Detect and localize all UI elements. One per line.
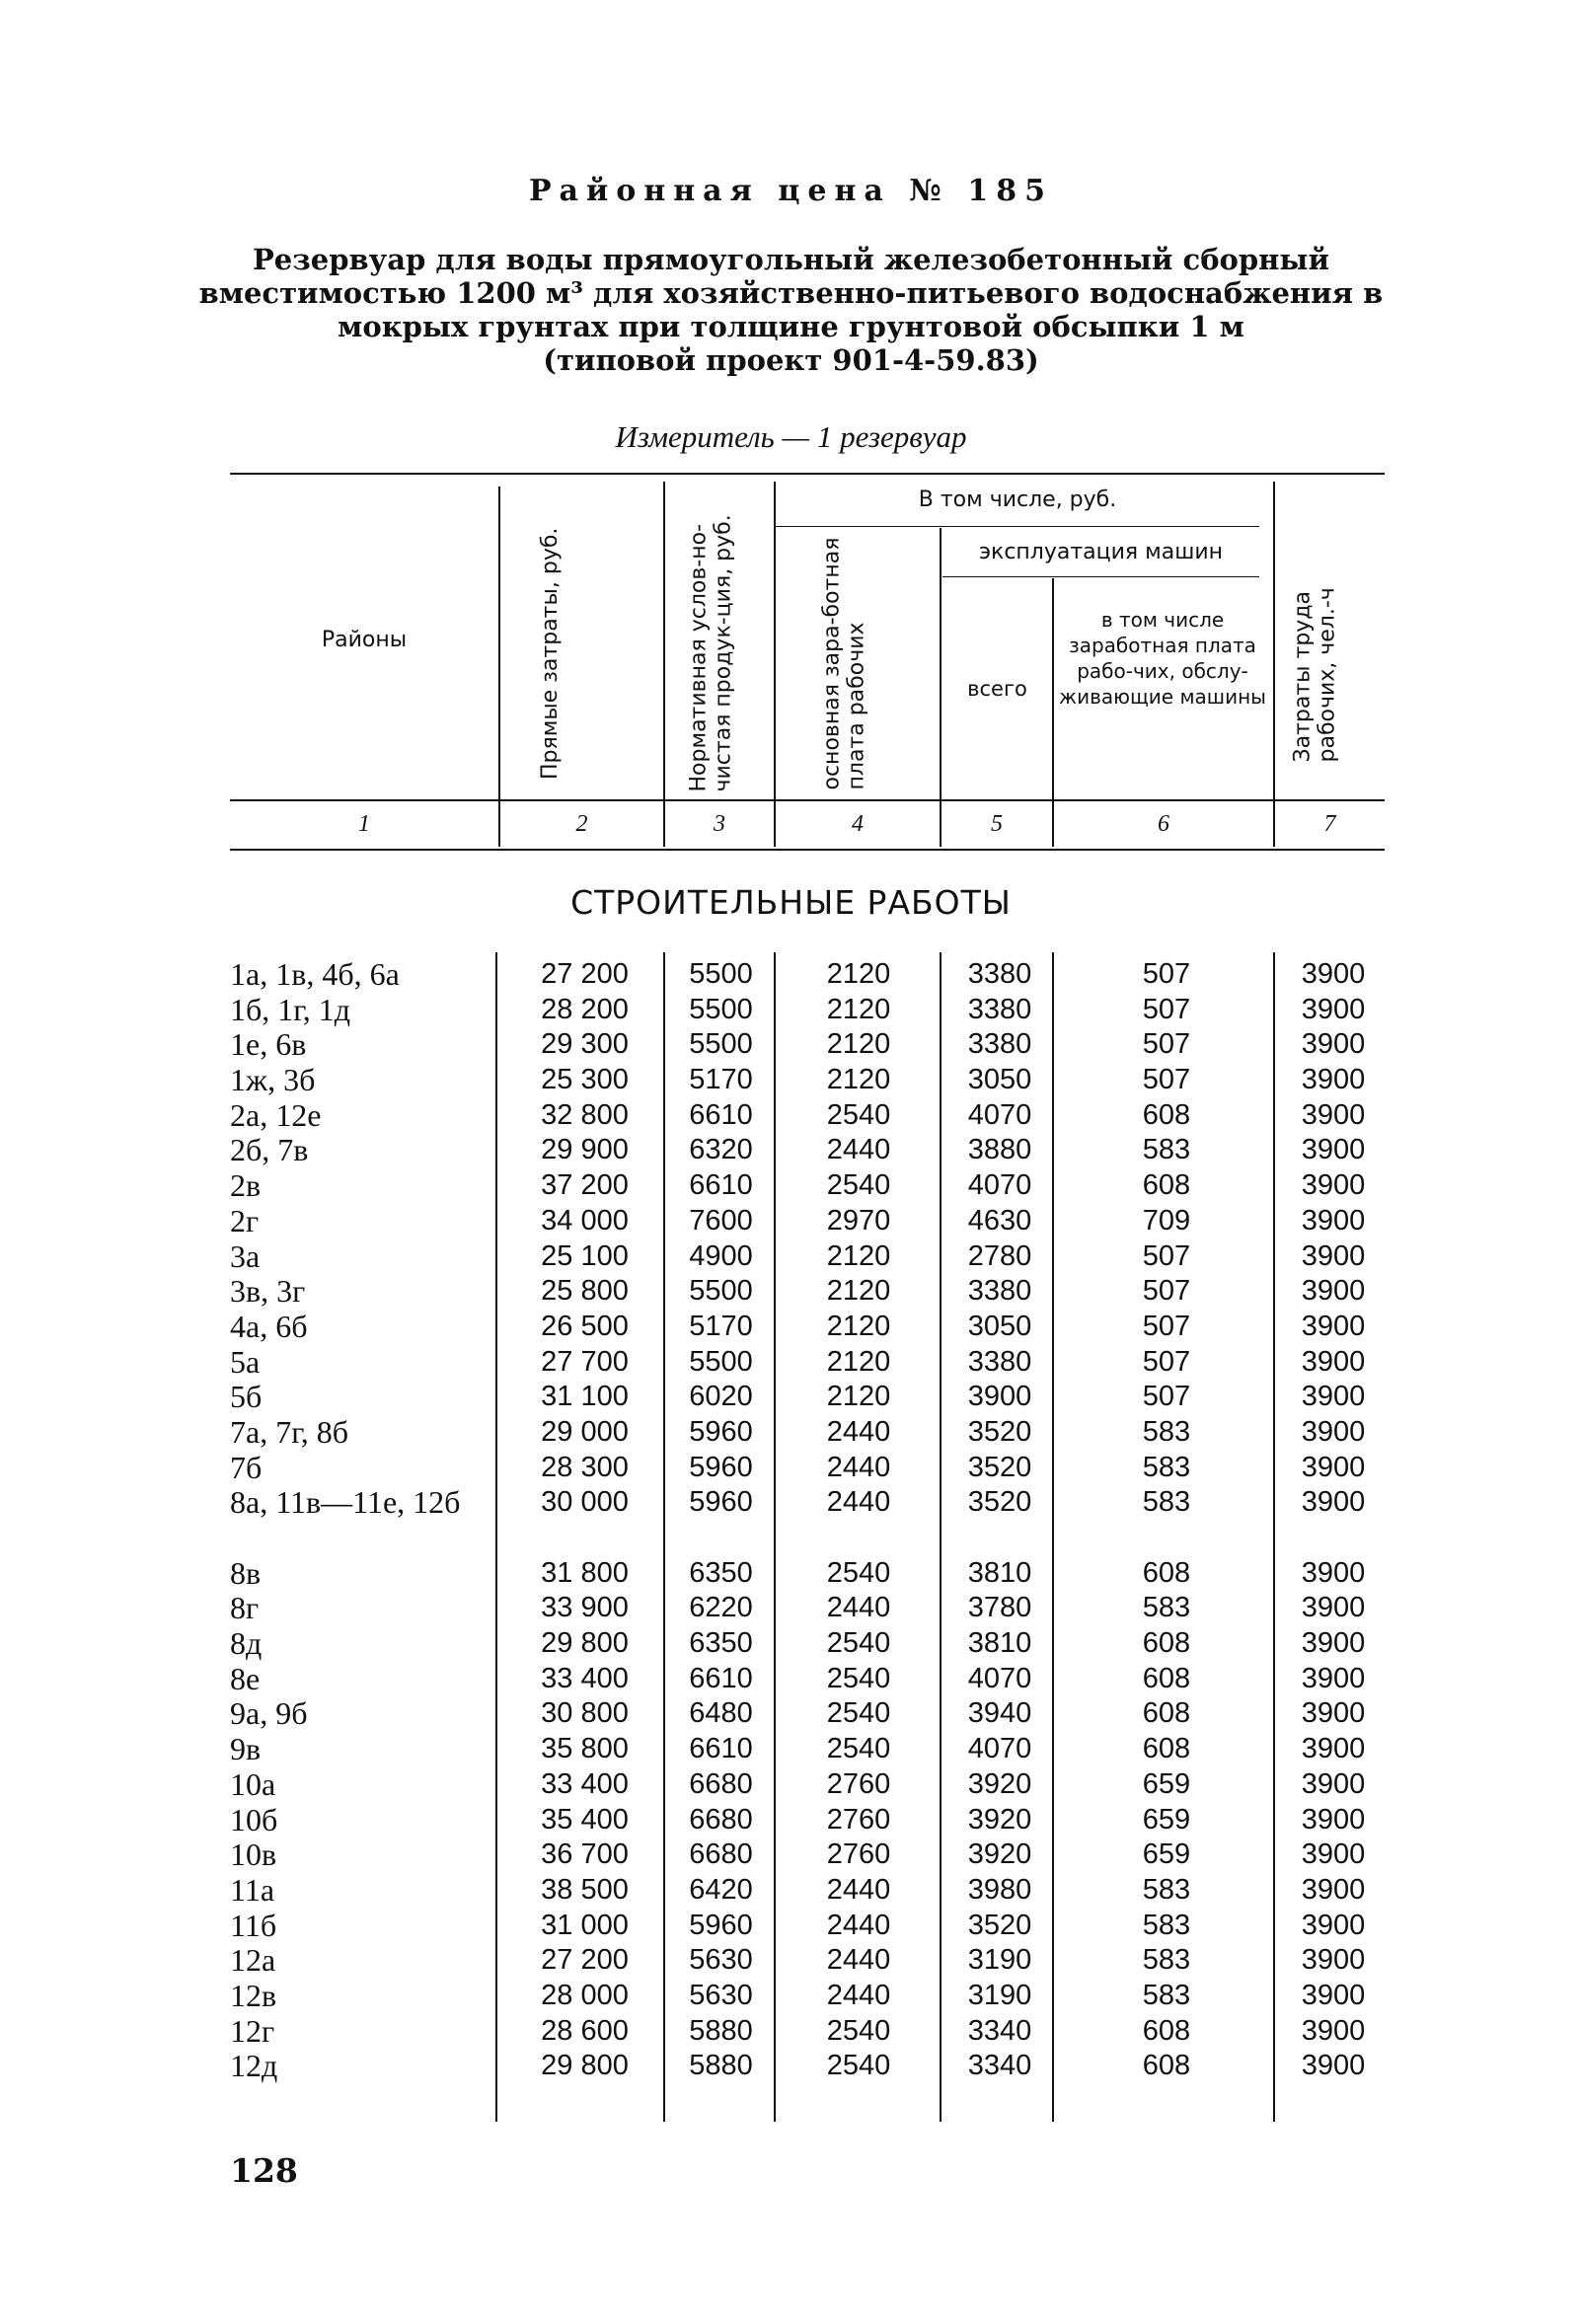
table-body [0, 957, 1582, 2084]
normative-cell: 5880 [689, 2050, 753, 2082]
labor-cell: 3900 [1301, 993, 1366, 1025]
machine-total-cell: 3810 [967, 1627, 1032, 1660]
base-wage-cell: 2970 [826, 1204, 891, 1237]
column-number: 6 [1158, 811, 1169, 837]
table-row [0, 1662, 1582, 1697]
district-cell: 1а, 1в, 4б, 6а [230, 956, 400, 992]
district-cell: 10б [230, 1801, 278, 1837]
normative-cell: 5880 [689, 2014, 753, 2047]
machine-wage-cell: 583 [1142, 1909, 1191, 1941]
labor-cell: 3900 [1301, 1556, 1366, 1589]
header-labor: Затраты труда рабочих, чел.-ч [1290, 587, 1340, 763]
machine-total-cell: 4070 [967, 1098, 1032, 1131]
direct-costs-cell: 30 000 [541, 1486, 629, 1519]
district-cell: 12а [230, 1942, 276, 1979]
normative-cell: 6350 [689, 1627, 753, 1660]
machine-wage-cell: 608 [1142, 1556, 1191, 1589]
base-wage-cell: 2540 [826, 1556, 891, 1589]
table-row [0, 1098, 1582, 1134]
direct-costs-cell: 29 800 [541, 2050, 629, 2082]
labor-cell: 3900 [1301, 1381, 1366, 1413]
direct-costs-cell: 25 300 [541, 1064, 629, 1096]
header-machine-wage: в том числе заработная плата рабо-чих, обслу-живающие машины [1059, 608, 1266, 709]
district-cell: 4а, 6б [230, 1308, 308, 1344]
district-cell: 8д [230, 1625, 263, 1662]
direct-costs-cell: 28 000 [541, 1979, 629, 2011]
base-wage-cell: 2120 [826, 1275, 891, 1308]
labor-cell: 3900 [1301, 958, 1366, 990]
machine-total-cell: 3940 [967, 1697, 1032, 1730]
direct-costs-cell: 29 300 [541, 1028, 629, 1061]
table-row [0, 1204, 1582, 1239]
machine-total-cell: 3050 [967, 1064, 1032, 1096]
labor-cell: 3900 [1301, 2050, 1366, 2082]
subtitle-line-1: Резервуар для воды прямоугольный железобетонный сборный [253, 243, 1329, 276]
district-cell: 12д [230, 2048, 278, 2084]
labor-cell: 3900 [1301, 1909, 1366, 1941]
machine-total-cell: 3780 [967, 1592, 1032, 1624]
machine-total-cell: 3050 [967, 1310, 1032, 1342]
table-row [0, 993, 1582, 1028]
base-wage-cell: 2120 [826, 1028, 891, 1061]
district-cell: 9а, 9б [230, 1695, 308, 1732]
direct-costs-cell: 31 100 [541, 1381, 629, 1413]
machine-wage-cell: 709 [1142, 1204, 1191, 1237]
header-normative: Нормативная услов-но-чистая продук-ция, руб. [686, 514, 736, 792]
district-cell: 2б, 7в [230, 1132, 309, 1168]
col-divider [498, 487, 500, 847]
machine-wage-cell: 608 [1142, 1169, 1191, 1202]
header-machine-operation: эксплуатация машин [978, 540, 1224, 564]
district-cell: 3а [230, 1237, 261, 1274]
district-cell: 11а [230, 1871, 275, 1908]
direct-costs-cell: 28 200 [541, 993, 629, 1025]
labor-cell: 3900 [1301, 1873, 1366, 1906]
machine-wage-cell: 608 [1142, 2050, 1191, 2082]
machine-wage-cell: 583 [1142, 1415, 1191, 1448]
district-cell: 7а, 7г, 8б [230, 1413, 348, 1450]
table-row [0, 1979, 1582, 2014]
direct-costs-cell: 35 800 [541, 1733, 629, 1765]
normative-cell: 6020 [689, 1381, 753, 1413]
col-divider [663, 482, 665, 847]
machine-total-cell: 3380 [967, 1275, 1032, 1308]
normative-cell: 6480 [689, 1697, 753, 1730]
machine-wage-cell: 507 [1142, 1310, 1191, 1342]
labor-cell: 3900 [1301, 1204, 1366, 1237]
labor-cell: 3900 [1301, 1415, 1366, 1448]
table-row [0, 2049, 1582, 2084]
normative-cell: 7600 [689, 1204, 753, 1237]
column-number: 7 [1323, 811, 1336, 837]
machine-wage-cell: 507 [1142, 958, 1191, 990]
labor-cell: 3900 [1301, 1134, 1366, 1166]
district-cell: 1б, 1г, 1д [230, 991, 351, 1027]
district-cell: 3в, 3г [230, 1273, 306, 1310]
district-cell: 1е, 6в [230, 1026, 307, 1063]
machine-total-cell: 4630 [967, 1204, 1032, 1237]
normative-cell: 6610 [689, 1169, 753, 1202]
normative-cell: 5500 [689, 993, 753, 1025]
labor-cell: 3900 [1301, 1767, 1366, 1800]
table-row [0, 1943, 1582, 1979]
machine-total-cell: 3380 [967, 1028, 1032, 1061]
labor-cell: 3900 [1301, 1169, 1366, 1202]
header-top-rule [230, 473, 1385, 475]
column-number: 3 [714, 811, 725, 837]
machine-total-cell: 4070 [967, 1169, 1032, 1202]
normative-cell: 6220 [689, 1592, 753, 1624]
normative-cell: 5630 [689, 1944, 753, 1977]
machine-total-cell: 3520 [967, 1415, 1032, 1448]
machine-total-cell: 3520 [967, 1486, 1032, 1519]
direct-costs-cell: 33 900 [541, 1592, 629, 1624]
base-wage-cell: 2760 [826, 1803, 891, 1836]
direct-costs-cell: 27 200 [541, 1944, 629, 1977]
machine-wage-cell: 583 [1142, 1451, 1191, 1483]
machine-wage-cell: 583 [1142, 1486, 1191, 1519]
machine-total-cell: 4070 [967, 1662, 1032, 1694]
machine-total-cell: 3380 [967, 958, 1032, 990]
machine-wage-cell: 608 [1142, 1627, 1191, 1660]
district-cell: 5а [230, 1343, 261, 1380]
subtitle [0, 243, 1582, 377]
table-row [0, 1415, 1582, 1451]
base-wage-cell: 2540 [826, 1169, 891, 1202]
machine-wage-cell: 507 [1142, 993, 1191, 1025]
base-wage-cell: 2540 [826, 1627, 891, 1660]
direct-costs-cell: 37 200 [541, 1169, 629, 1202]
normative-cell: 5500 [689, 1275, 753, 1308]
district-cell: 5б [230, 1379, 263, 1415]
machine-wage-cell: 507 [1142, 1064, 1191, 1096]
labor-cell: 3900 [1301, 1697, 1366, 1730]
district-cell: 2в [230, 1167, 262, 1204]
base-wage-cell: 2760 [826, 1767, 891, 1800]
table-row [0, 1803, 1582, 1838]
direct-costs-cell: 30 800 [541, 1697, 629, 1730]
base-wage-cell: 2120 [826, 958, 891, 990]
header-districts: Районы [321, 628, 408, 652]
machine-total-cell: 3340 [967, 2050, 1032, 2082]
base-wage-cell: 2120 [826, 993, 891, 1025]
subtitle-line-2: вместимостью 1200 м³ для хозяйственно-питьевого водоснабжения в [198, 276, 1384, 310]
table-row [0, 1873, 1582, 1909]
machine-wage-cell: 507 [1142, 1239, 1191, 1272]
direct-costs-cell: 34 000 [541, 1204, 629, 1237]
machine-total-cell: 2780 [967, 1239, 1032, 1272]
machine-total-cell: 3920 [967, 1803, 1032, 1836]
district-cell: 2а, 12е [230, 1096, 322, 1133]
direct-costs-cell: 29 800 [541, 1627, 629, 1660]
table-row [0, 1239, 1582, 1275]
column-number: 5 [991, 811, 1003, 837]
machines-rule [942, 576, 1259, 577]
machine-total-cell: 3380 [967, 1345, 1032, 1378]
page-title: Районная цена № 185 [529, 174, 1053, 208]
normative-cell: 6610 [689, 1733, 753, 1765]
labor-cell: 3900 [1301, 1592, 1366, 1624]
base-wage-cell: 2540 [826, 1697, 891, 1730]
machine-total-cell: 3520 [967, 1909, 1032, 1941]
machine-wage-cell: 583 [1142, 1979, 1191, 2011]
base-wage-cell: 2120 [826, 1064, 891, 1096]
direct-costs-cell: 36 700 [541, 1838, 629, 1871]
table-row [0, 1133, 1582, 1168]
normative-cell: 6680 [689, 1767, 753, 1800]
labor-cell: 3900 [1301, 1064, 1366, 1096]
direct-costs-cell: 28 300 [541, 1451, 629, 1483]
labor-cell: 3900 [1301, 1486, 1366, 1519]
table-row [0, 1837, 1582, 1873]
machine-wage-cell: 583 [1142, 1134, 1191, 1166]
labor-cell: 3900 [1301, 1451, 1366, 1483]
district-cell: 7б [230, 1449, 263, 1485]
table-row [0, 1626, 1582, 1662]
header-direct-costs: Прямые затраты, руб. [538, 527, 563, 780]
base-wage-cell: 2120 [826, 1381, 891, 1413]
labor-cell: 3900 [1301, 1627, 1366, 1660]
labor-cell: 3900 [1301, 1028, 1366, 1061]
normative-cell: 6320 [689, 1134, 753, 1166]
labor-cell: 3900 [1301, 1275, 1366, 1308]
base-wage-cell: 2440 [826, 1979, 891, 2011]
base-wage-cell: 2440 [826, 1909, 891, 1941]
labor-cell: 3900 [1301, 1662, 1366, 1694]
direct-costs-cell: 31 000 [541, 1909, 629, 1941]
machine-wage-cell: 608 [1142, 1098, 1191, 1131]
district-cell: 2г [230, 1202, 260, 1238]
district-cell: 9в [230, 1731, 262, 1767]
header-bottom-rule [230, 849, 1385, 851]
machine-total-cell: 3810 [967, 1556, 1032, 1589]
direct-costs-cell: 27 700 [541, 1345, 629, 1378]
including-rule [776, 526, 1259, 527]
base-wage-cell: 2440 [826, 1451, 891, 1483]
base-wage-cell: 2440 [826, 1415, 891, 1448]
labor-cell: 3900 [1301, 1979, 1366, 2011]
machine-total-cell: 3880 [967, 1134, 1032, 1166]
normative-cell: 6680 [689, 1803, 753, 1836]
labor-cell: 3900 [1301, 1239, 1366, 1272]
direct-costs-cell: 26 500 [541, 1310, 629, 1342]
normative-cell: 5960 [689, 1451, 753, 1483]
direct-costs-cell: 33 400 [541, 1662, 629, 1694]
labor-cell: 3900 [1301, 1838, 1366, 1871]
subtitle-line-4: (типовой проект 901-4-59.83) [543, 343, 1039, 377]
direct-costs-cell: 25 100 [541, 1239, 629, 1272]
machine-wage-cell: 608 [1142, 1697, 1191, 1730]
labor-cell: 3900 [1301, 2014, 1366, 2047]
normative-cell: 5500 [689, 1345, 753, 1378]
district-cell: 10а [230, 1765, 276, 1802]
direct-costs-cell: 28 600 [541, 2014, 629, 2047]
machine-total-cell: 3920 [967, 1767, 1032, 1800]
base-wage-cell: 2120 [826, 1239, 891, 1272]
normative-cell: 6610 [689, 1098, 753, 1131]
direct-costs-cell: 31 800 [541, 1556, 629, 1589]
table-row [0, 1380, 1582, 1415]
header-total: всего [967, 677, 1027, 701]
table-row [0, 1345, 1582, 1381]
normative-cell: 5170 [689, 1310, 753, 1342]
machine-wage-cell: 507 [1142, 1381, 1191, 1413]
machine-total-cell: 3190 [967, 1979, 1032, 2011]
machine-wage-cell: 583 [1142, 1944, 1191, 1977]
labor-cell: 3900 [1301, 1803, 1366, 1836]
machine-wage-cell: 583 [1142, 1873, 1191, 1906]
machine-wage-cell: 659 [1142, 1803, 1191, 1836]
subtitle-line-3: мокрых грунтах при толщине грунтовой обсыпки 1 м [338, 310, 1244, 343]
base-wage-cell: 2540 [826, 2014, 891, 2047]
normative-cell: 5500 [689, 1028, 753, 1061]
col-divider [940, 528, 942, 847]
machine-total-cell: 3920 [967, 1838, 1032, 1871]
machine-total-cell: 3340 [967, 2014, 1032, 2047]
table-row [0, 1767, 1582, 1803]
table-row [0, 1027, 1582, 1063]
labor-cell: 3900 [1301, 1345, 1366, 1378]
col-divider [774, 482, 776, 847]
header-mid-rule [230, 799, 1385, 801]
table-row [0, 1485, 1582, 1555]
table-row [0, 1063, 1582, 1098]
direct-costs-cell: 33 400 [541, 1767, 629, 1800]
measure-unit: Измеритель — 1 резервуар [615, 419, 967, 454]
labor-cell: 3900 [1301, 1733, 1366, 1765]
machine-total-cell: 3190 [967, 1944, 1032, 1977]
direct-costs-cell: 32 800 [541, 1098, 629, 1131]
machine-wage-cell: 608 [1142, 1662, 1191, 1694]
base-wage-cell: 2440 [826, 1592, 891, 1624]
machine-wage-cell: 507 [1142, 1345, 1191, 1378]
normative-cell: 6350 [689, 1556, 753, 1589]
machine-wage-cell: 659 [1142, 1767, 1191, 1800]
machine-wage-cell: 507 [1142, 1028, 1191, 1061]
machine-wage-cell: 583 [1142, 1592, 1191, 1624]
column-number: 4 [852, 811, 864, 837]
district-cell: 8в [230, 1554, 262, 1591]
machine-wage-cell: 608 [1142, 1733, 1191, 1765]
district-cell: 8г [230, 1590, 260, 1626]
direct-costs-cell: 29 000 [541, 1415, 629, 1448]
district-cell: 8е [230, 1660, 261, 1696]
base-wage-cell: 2440 [826, 1134, 891, 1166]
header-base-wage: основная зара-ботная плата рабочих [819, 537, 869, 790]
table-row [0, 1451, 1582, 1486]
base-wage-cell: 2440 [826, 1486, 891, 1519]
direct-costs-cell: 29 900 [541, 1134, 629, 1166]
table-row [0, 1732, 1582, 1767]
base-wage-cell: 2540 [826, 2050, 891, 2082]
normative-cell: 6610 [689, 1662, 753, 1694]
base-wage-cell: 2120 [826, 1310, 891, 1342]
base-wage-cell: 2440 [826, 1944, 891, 1977]
district-cell: 12г [230, 2012, 275, 2049]
base-wage-cell: 2760 [826, 1838, 891, 1871]
header-including: В том числе, руб. [918, 487, 1117, 512]
direct-costs-cell: 25 800 [541, 1275, 629, 1308]
machine-wage-cell: 507 [1142, 1275, 1191, 1308]
machine-wage-cell: 608 [1142, 2014, 1191, 2047]
table-row [0, 957, 1582, 993]
table-row [0, 1696, 1582, 1732]
district-cell: 10в [230, 1837, 277, 1873]
base-wage-cell: 2440 [826, 1873, 891, 1906]
normative-cell: 5960 [689, 1486, 753, 1519]
table-row [0, 1591, 1582, 1626]
table-row [0, 1274, 1582, 1310]
labor-cell: 3900 [1301, 1098, 1366, 1131]
labor-cell: 3900 [1301, 1944, 1366, 1977]
table-row [0, 2014, 1582, 2050]
normative-cell: 6420 [689, 1873, 753, 1906]
normative-cell: 5500 [689, 958, 753, 990]
direct-costs-cell: 35 400 [541, 1803, 629, 1836]
table-row [0, 1168, 1582, 1204]
normative-cell: 5630 [689, 1979, 753, 2011]
column-number: 2 [575, 811, 588, 837]
machine-wage-cell: 659 [1142, 1838, 1191, 1871]
column-number: 1 [358, 811, 370, 837]
normative-cell: 6680 [689, 1838, 753, 1871]
section-title: СТРОИТЕЛЬНЫЕ РАБОТЫ [570, 883, 1012, 922]
base-wage-cell: 2120 [826, 1345, 891, 1378]
normative-cell: 4900 [689, 1239, 753, 1272]
machine-total-cell: 3380 [967, 993, 1032, 1025]
base-wage-cell: 2540 [826, 1662, 891, 1694]
labor-cell: 3900 [1301, 1310, 1366, 1342]
table-row [0, 1556, 1582, 1592]
base-wage-cell: 2540 [826, 1733, 891, 1765]
direct-costs-cell: 27 200 [541, 958, 629, 990]
normative-cell: 5170 [689, 1064, 753, 1096]
machine-total-cell: 3980 [967, 1873, 1032, 1906]
district-cell: 12в [230, 1977, 277, 2013]
col-divider [1273, 482, 1275, 847]
normative-cell: 5960 [689, 1415, 753, 1448]
machine-total-cell: 3900 [967, 1381, 1032, 1413]
table-row [0, 1310, 1582, 1345]
district-cell: 11б [230, 1907, 277, 1943]
direct-costs-cell: 38 500 [541, 1873, 629, 1906]
machine-total-cell: 4070 [967, 1733, 1032, 1765]
table-row [0, 1909, 1582, 1944]
base-wage-cell: 2540 [826, 1098, 891, 1131]
machine-total-cell: 3520 [967, 1451, 1032, 1483]
district-cell: 1ж, 3б [230, 1062, 316, 1098]
district-cell: 8а, 11в—11е, 12б [230, 1484, 461, 1521]
page-number: 128 [230, 2151, 298, 2190]
normative-cell: 5960 [689, 1909, 753, 1941]
